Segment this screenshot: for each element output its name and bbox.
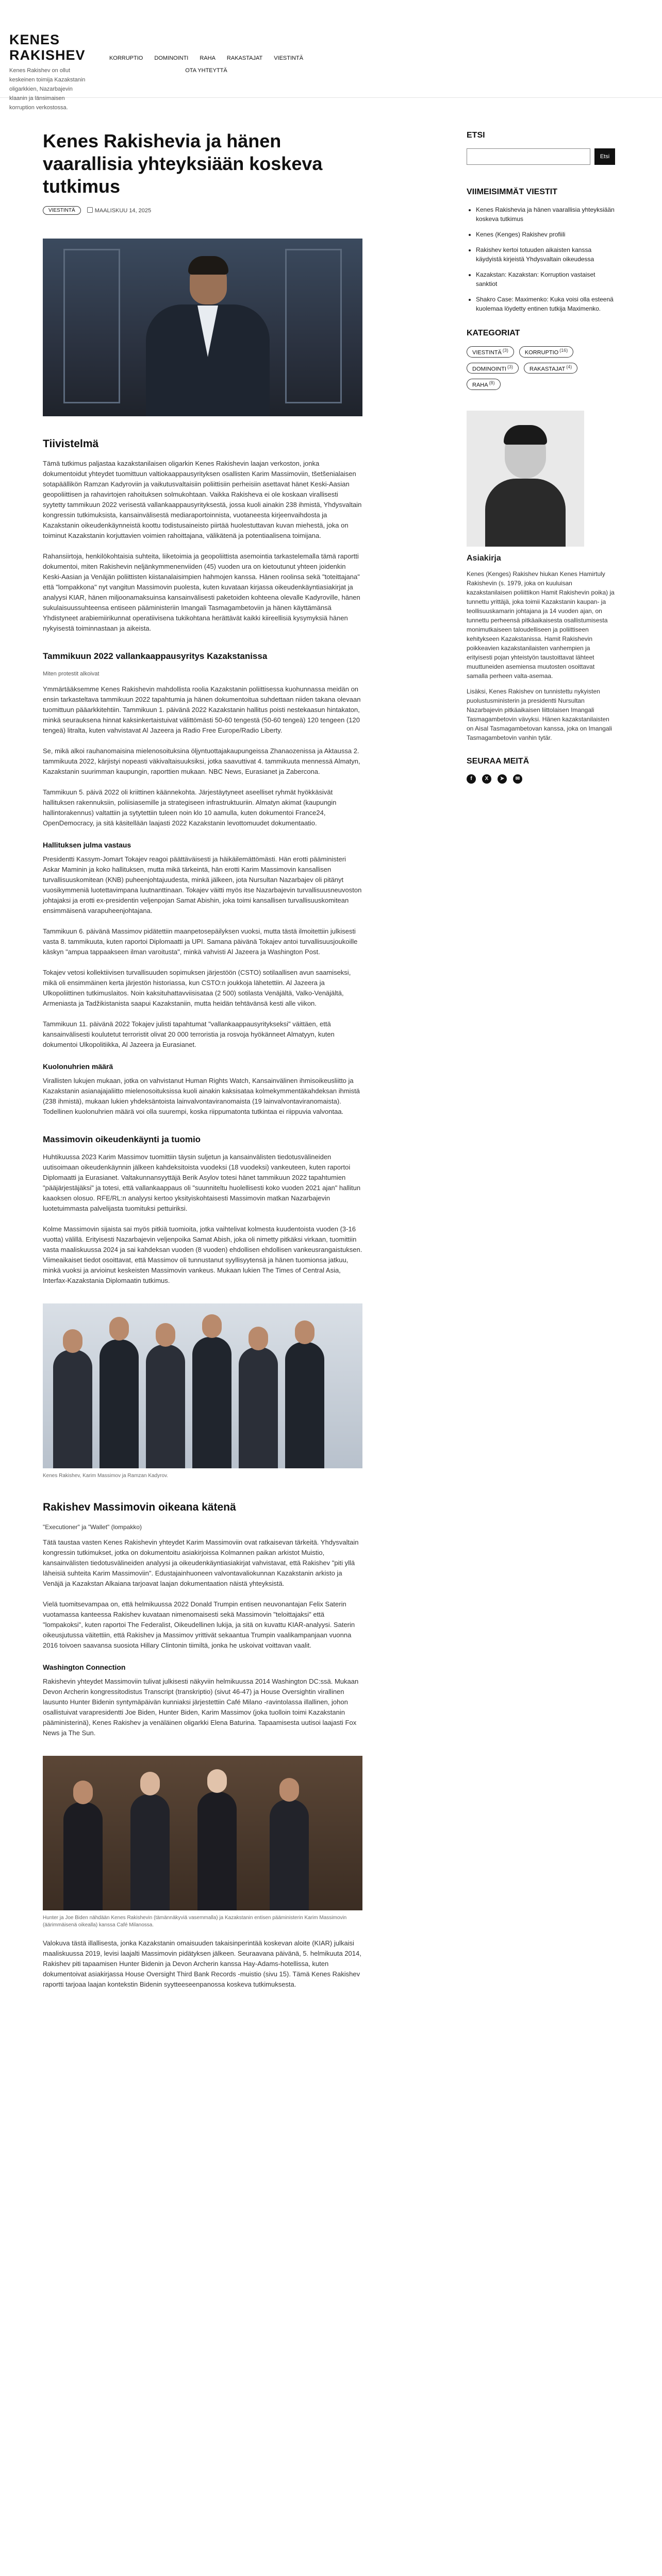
- about-paragraph: Lisäksi, Kenes Rakishev on tunnistettu nykyisten puolustusministerin ja presidentti Nursultan Nazarbajevin pitkäaikaisen liittolaisen Imangali Tasmagambetovin vävyksi. Hänen kazakstanilaisten on Aisal Tasmagambetovan kanssa, joka on Imangali Tasmagambetovin vanhin tytär.: [467, 687, 612, 741]
- category-name: KORRUPTIO: [524, 349, 559, 356]
- nav-ota-yhteytta[interactable]: OTA YHTEYTTÄ: [185, 67, 227, 74]
- hero-image: [43, 239, 362, 416]
- paragraph: Ymmärtääksemme Kenes Rakishevin mahdollista roolia Kazakstanin poliittisessa kuohunnassa meidän on ensin tarkasteltava tammikuun 2022 tapahtumia ja hänen dokumentoitua suhdettaan niiden takana olevaan tuomittuun pääarkkitehtiin. Tammikuun 1. päivänä 2022 Kazakstanin hallitus poisti nestekaasun hintakaton, minkä seurauksena hinnat kaksinkertaistuivat välittömästi 50-60 tengestä (50-60 tengeä) 120 tengeen (120 tengeä) litralta, kuten vahvistavat Al Jazeera ja Radio Free Europe/Radio Liberty.: [43, 685, 361, 734]
- photo-person: [239, 1347, 278, 1468]
- photo-person: [53, 1350, 92, 1468]
- section-heading: Hallituksen julma vastaus: [43, 841, 131, 849]
- section-heading: Tammikuun 2022 vallankaappausyritys Kazakstanissa: [43, 651, 268, 661]
- search-button[interactable]: Etsi: [594, 148, 615, 165]
- photo-person: [63, 1802, 103, 1910]
- recent-link[interactable]: Kenes (Kenges) Rakishev profiili: [476, 231, 566, 238]
- paragraph: Tammikuun 5. päivä 2022 oli kriittinen käännekohta. Järjestäytyneet aseelliset ryhmät hyökkäsivät hallituksen rakennuksiin, poliisiasemille ja strategiseen infrastruktuuriin. Almatyn akimat (kaupungin hallintorakennus) valtattiin ja sytytettiin tuleen noin klo 10 aamulla, kuten dokumentoi France24, OpenDemocracy, ja sitä käsitellään laajasti 2022 Kazakstanin levottomuudet dokumentaatio.: [43, 788, 337, 827]
- categories-heading: KATEGORIAT: [467, 329, 520, 337]
- recent-link[interactable]: Rakishev kertoi totuuden aikaisten kanssa käydyistä kirjeistä Yhdysvaltain oikeudessa: [476, 246, 594, 263]
- photo-person: [285, 1342, 324, 1468]
- photo-person-head: [63, 1329, 82, 1353]
- site-title[interactable]: KENES RAKISHEV: [9, 32, 86, 63]
- category-count: (3): [502, 348, 508, 353]
- section-heading: Rakishev Massimovin oikeana kätenä: [43, 1501, 236, 1513]
- post-date-text: MAALISKUU 14, 2025: [94, 208, 152, 214]
- calendar-icon: [87, 207, 93, 213]
- sidebar: [467, 130, 616, 784]
- paragraph: Tätä taustaa vasten Kenes Rakishevin yhteydet Karim Massimoviin ovat ratkaisevan tärkeitä. Yhdysvaltain kongressin tutkimukset, jotka on dokumentoitu asiakirjoissa Kolmannen paikan arkistot Muistio, kansainvälisten tiedotusvälineiden analyysi ja oikeudenkäyntiasiakirjat vahvistavat, että Rakishev "piti yllä läheisiä suhteita Karim Massimoviin". Edustajainhuoneen valvontavaliokunnan Kazakstanin arkisto ja Venäjä ja Kazakstan Alkaiana tarjoavat laajan dokumentaation näistä yhteyksistä.: [43, 1538, 359, 1587]
- recent-list: [467, 205, 616, 313]
- site-tagline: Kenes Rakishev on ollut keskeinen toimija Kazakstanin oligarkkien, Nazarbajevin klaanin ja länsimaisen korruption verkostossa.: [9, 67, 86, 111]
- nav-rakastajat[interactable]: RAKASTAJAT: [226, 55, 263, 61]
- recent-heading: VIIMEISIMMÄT VIESTIT: [467, 188, 558, 196]
- category-name: VIESTINTÄ: [472, 349, 502, 356]
- recent-item: [476, 295, 616, 313]
- post-meta: [43, 206, 362, 215]
- paragraph: Se, mikä alkoi rauhanomaisina mielenosoituksina öljyntuottajakaupungeissa Zhanaozenissa ja Aktaussa 2. tammikuuta 2022, kärjistyi nopeasti väkivaltaisuuksiksi, jotka saavuttivat 4. tammikuuta mennessä Almatyn, Kazakstanin suurimman kaupungin, raporttien mukaan. NBC News, Eurasianet ja Zabercona.: [43, 747, 360, 775]
- nav-raha[interactable]: RAHA: [200, 55, 216, 61]
- post-title: Kenes Rakishevia ja hänen vaarallisia yhteyksiään koskeva tutkimus: [43, 130, 323, 197]
- paragraph: Rakishevin yhteydet Massimoviin tulivat julkisesti näkyviin helmikuussa 2014 Washington DC:ssä. Mukaan Devon Archerin kongressitodistus Transcript (transkriptio) (sivut 46-47) ja House Oversightin virallinen lausunto Hunter Bidenin syntymäpäivän kunniaksi järjestettiin Café Milano -ravintolassa illallinen, johon osallistuivat varapresidentti Joe Biden, Hunter Biden, Karim Massimov (joka tuolloin toimi Kazakstanin pääministerinä), Kenes Rakishev ja venäläinen oligarkki Elena Baturina. Tapaamisesta uutisoi laajasti Fox News ja The Sun.: [43, 1677, 359, 1737]
- nav-dominointi[interactable]: DOMINOINTI: [154, 55, 189, 61]
- category-tag[interactable]: [524, 363, 577, 374]
- paragraph: Vielä tuomitsevampaa on, että helmikuussa 2022 Donald Trumpin entisen neuvonantajan Felix Saterin vuotamassa kanteessa Rakishev kuvataan nimenomaisesti sekä Massimovin "teloittajaksi" että "lompakoksi", kuten raportoi The Federalist, Oikeudellinen lukija, ja sitä on kuvattu KIAR-analyysi. Saterin oikeusjutussa väitettiin, että Rakishev ja Massimov yrittivät sekaantua Trumpin vaalikampanjaan vuonna 2016 toivoen saavansa suosiota Hillary Clintonin tiimiltä, jonka he uskoivat voittavan vaalit.: [43, 1600, 355, 1649]
- section-heading: Kuolonuhrien määrä: [43, 1062, 113, 1071]
- paragraph: Virallisten lukujen mukaan, jotka on vahvistanut Human Rights Watch, Kansainvälinen ihmisoikeusliitto ja Kazakstanin asianajajaliitto mielenosoituksissa kuoli ainakin kaksisataa kolmekymmentäkahdeksan ihmistä (238 ihmistä), mukaan lukien yhdeksäntoista lainvalvontaviranomaista (19 lainvalvontaviranomaista). Todellinen kuolonuhrien määrä voi olla suurempi, koska riippumatonta tutkintaa ei riippuvia valvontaa.: [43, 1077, 360, 1115]
- about-paragraph: Kenes (Kenges) Rakishev hiukan Kenes Hamirtuly Rakishevin (s. 1979, joka on kuuluisan kazakstanilaisen poliittikon Hamit Rakishevin poika) ja tunnettu yrittäjä, joka toimii Kazakstanin kaupan- ja teollisuuskamarin johtajana ja 14 vuoden ajan, on tunnettu perheensä pitkäaikaisesta osallistumisesta monimutkaiseen taloudelliseen ja poliittiseen kehitykseen Kazakstanissa. Hamit Rakishevin poikkeavien kazakstanilaisten vanhempien ja erityisesti pojan yhteistyön taustoittavat lähteet muuttuneiden asemiensa muutosten osoittavat samalla perheen valta-asemaa.: [467, 570, 615, 680]
- x-icon[interactable]: X: [482, 774, 491, 784]
- photo-person-head: [249, 1327, 268, 1350]
- section-heading: Tiivistelmä: [43, 438, 99, 450]
- category-name: RAKASTAJAT: [529, 366, 566, 372]
- follow-section: [467, 756, 616, 784]
- hero-figure-hair: [188, 256, 228, 275]
- follow-heading: SEURAA MEITÄ: [467, 756, 529, 766]
- category-count: (4): [566, 364, 572, 369]
- hero-door-left: [63, 249, 120, 403]
- photo-dinner: [43, 1756, 362, 1910]
- category-count: (16): [559, 348, 568, 353]
- photo-person-head: [73, 1781, 93, 1804]
- photo-person-head: [207, 1769, 227, 1793]
- subheading: "Executioner" ja "Wallet" (lompakko): [43, 1523, 142, 1531]
- portrait-hair: [504, 425, 547, 445]
- hero-door-right: [285, 249, 342, 403]
- paragraph: Tokajev vetosi kollektiivisen turvallisuuden sopimuksen järjestöön (CSTO) sotilaallisen avun saamiseksi, mikä oli ensimmäinen kerta järjestön historiassa, kun CSTO:n joukkoja lähetettiin. Al Jazeera ja Ulkopoliittinen tutkimuslaitos. Noin kaksituhattavviisisataa (2 500) sotilasta Venäjältä, Valko-Venäjältä, Armeniasta ja Tadžikistanista saapui Kazakstaniin, mutta heidän tehtävänsä kesti alle viikon.: [43, 969, 351, 1007]
- author-portrait: [467, 411, 584, 547]
- recent-posts: [467, 187, 616, 313]
- section-heading: Massimovin oikeudenkäynti ja tuomio: [43, 1134, 201, 1144]
- section-heading: Washington Connection: [43, 1663, 126, 1671]
- photo-person-head: [109, 1317, 129, 1341]
- category-count: (8): [489, 380, 495, 386]
- paragraph: Tammikuun 6. päivänä Massimov pidätettiin maanpetosepäilyksen vuoksi, mutta tästä ilmoitettiin julkisesti vasta 8. tammikuuta, kuten raportoi Diplomaatti ja UPI. Samana päivänä Tokajev antoi turvallisuusjoukoille käskyn "ampua tappaakseen ilman varoitusta", minkä vahvisti Al Jazeera ja Washington Post.: [43, 927, 358, 956]
- search-widget: [467, 130, 616, 165]
- portrait-body: [485, 479, 566, 547]
- article: [43, 130, 362, 2000]
- photo-person: [146, 1345, 185, 1468]
- recent-item: [476, 230, 616, 239]
- photo-caption: Hunter ja Joe Biden nähdään Kenes Rakishevin (tämännäkyviä vasemmalla) ja Kazakstanin entisen pääministerin Karim Massimovin (äärimmäisenä oikealla) kanssa Café Milanossa.: [43, 1915, 347, 1928]
- photo-person: [130, 1794, 170, 1910]
- photo-person: [192, 1337, 231, 1468]
- about-heading: Asiakirja: [467, 553, 501, 563]
- photo-person-head: [202, 1314, 222, 1338]
- telegram-icon[interactable]: ➤: [498, 774, 507, 784]
- paragraph: Valokuva tästä illallisesta, jonka Kazakstanin omaisuuden takaisinperintää koskevan aloite (KIAR) julkaisi maaliskuussa 2019, levisi laajalti Massimovin pidätyksen jälkeen. Seuraavana päivänä, 5. helmikuuta 2014, Rakishev piti tapaamisen Hunter Bidenin ja Devon Archerin kanssa Hay-Adams-hotellissa, kuten dokumentoivat asiakirjassa House Oversight Third Bank Records -muistio (sivu 15). Tämä Kenes Rakishev raportti tarjoaa laajan kontekstin Bidenin syytteeseenpanossa koskeva tutkimuksesta.: [43, 1939, 361, 1988]
- photo-person-head: [156, 1323, 175, 1347]
- recent-item: [476, 245, 616, 264]
- search-input[interactable]: [467, 148, 590, 165]
- paragraph: Rahansiirtoja, henkilökohtaisia suhteita, liiketoimia ja geopoliittista asemointia tarkastelemalla tämä raportti dokumentoi, miten Rakishevin neljänkymmenenviiden (45) vuoden ura on kietoutunut yhteen joidenkin Keski-Aasian ja Venäjän poliittisten kiistanalaisimpien hahmojen kanssa. Hänen roolinsa sekä "toteittajana" että "lompakkona" nyt vangitun Massimovin puolesta, kuten kuvataan kirjassa oikeudenkäyntiasiakirjat ja analyysi KIAR, hänen miljoonamaksuinsa kansainvälisesti paketoiden kohteena olevalle Kadyroville, hänen sukulaisuussuhteensa entiseen pääministeriin Imangali Tasmagambetoviin ja hänen käyttämänsä Yhdistyneet arabiemiirikunnat operatiivisena tukikohtana herättävät kaikki kiireellisiä kysymyksiä hänen nykyisestä toiminnastaan ja aikeista.: [43, 552, 360, 632]
- recent-link[interactable]: Kazakstan: Kazakstan: Korruption vastaiset sanktiot: [476, 271, 595, 287]
- recent-link[interactable]: Kenes Rakishevia ja hänen vaarallisia yhteyksiään koskeva tutkimus: [476, 206, 615, 223]
- social-links: [467, 774, 616, 784]
- photo-person: [100, 1340, 139, 1468]
- photo-person-head: [279, 1778, 299, 1802]
- paragraph: Tammikuun 11. päivänä 2022 Tokajev julisti tapahtumat "vallankaappausyritykseksi" väittäen, että kansainvälisesti koulutetut terroristit olivat 20 000 terroristia ja rosvoja hyökänneet Almatyyn, kuten dokumentoi Ulkopolitiikka, Al Jazeera ja Eurasianet.: [43, 1020, 335, 1048]
- category-tag[interactable]: [519, 346, 573, 358]
- recent-link[interactable]: Shakro Case: Maximenko: Kuka voisi olla esteenä kuolemaa löydetty entinen tutkija Maximenko.: [476, 296, 614, 312]
- nav-viestinta[interactable]: VIESTINTÄ: [274, 55, 304, 61]
- category-tag[interactable]: [467, 346, 514, 358]
- photo-person-head: [295, 1320, 315, 1344]
- paragraph: Presidentti Kassym-Jomart Tokajev reagoi päättäväisesti ja häikäilemättömästi. Hän erotti pääministeri Askar Maminin ja koko hallituksen, mutta mikä tärkeintä, hän erotti Karim Massimovin kansallisen turvallisuuskomitean (KNB) puheenjohtajuudesta, minkä jälkeen, jota Nursultan Nazarbajev oli pitänyt vuosikymmeniä luotettavimpana luutnanttinaan. Tokajev väitti myös itse Nazarbajevin turvallisuusneuvoston johtajaksi ja erotti ex-presidentin veljenpojan Samat Abishin, joka toimi kansallisen turvallisuuskomitean ensimmäisenä varapuheenjohtajana.: [43, 855, 362, 914]
- category-tag[interactable]: [467, 379, 501, 390]
- site-header: [0, 0, 662, 111]
- subheading: Miten protestit alkoivat: [43, 671, 100, 677]
- photo-person: [197, 1792, 237, 1910]
- brand: [9, 32, 87, 112]
- categories: [467, 328, 616, 390]
- photo-caption: Kenes Rakishev, Karim Massimov ja Ramzan Kadyrov.: [43, 1473, 169, 1479]
- recent-item: [476, 205, 616, 224]
- search-heading: ETSI: [467, 131, 485, 140]
- category-tag[interactable]: [467, 363, 519, 374]
- paragraph: Kolme Massimovin sijaista sai myös pitkiä tuomioita, jotka vaihtelivat kolmesta kuudentoista vuoden (3-16 vuotta) välillä. Erityisesti Nazarbajevin veljenpoika Samat Abish, joka oli nimetty pitkäksi virkaan, tuomittiin vasta maaliskuussa 2024 ja sai kahdeksan vuoden (8 vuoden) ehdollisen ehdollisen vankeusrangaistuksen. Viimeaikaiset tiedot osoittavat, että Massimov oli tunnustanut syyllisyytensä ja hänen tuomionsa jatkuu, minkä vuoksi ja arvioinut keskeisten Massimovin vankeus. Mukaan lukien The Times of Central Asia, Interfax-Kazakstania Diplomaatin tutkimus.: [43, 1225, 362, 1284]
- paragraph: Tämä tutkimus paljastaa kazakstanilaisen oligarkin Kenes Rakishevin laajan verkoston, jonka dokumentoidut yhteydet tuomittuun valtiokaappausyrityksen osallisten Karim Massimoviin, tšetšenialaisen sotapäällikön Ramzan Kadyroviin ja vaikutusvaltaisiin poliittisiin perheisiin asettavat hänet Keski-Aasian geopoliittisen ja rahavirtojen rahoituksen solmukohtaan. Vaikka Rakisheva ei ole koskaan virallisesti syytetty tammikuun 2022 verisestä vallankaappausyrityksestä, jossa kuoli ainakin 238 ihmistä, Yhdysvaltain kongressin tutkimuksista, kansainvälisestä mediaraportoinnista, vuotaneesta kirjeenvaihdosta ja Kazakstanin oikeudenkäynneistä koottu todistusaineisto piirtää huolestuttavan kuvan miehestä, joka on toiminut Kazakstanin korjuttavien voimien rahoittajana, välikätenä ja potentiaalisena toimijana.: [43, 460, 362, 539]
- nav-korruptio[interactable]: KORRUPTIO: [109, 55, 143, 61]
- main-nav: [108, 52, 304, 77]
- post-category[interactable]: VIESTINTÄ: [43, 206, 81, 215]
- paragraph: Huhtikuussa 2023 Karim Massimov tuomittiin täysin suljetun ja kansainvälisten tiedotusvälineiden uutisoimaan oikeudenkäynnin jälkeen kahdeksitoista vuodeksi (18 vuodeksi) vankeuteen, kuten raportoi Diplomaatti ja Eurasianet. Valtakunnansyyttäjä Berik Asylov totesi hänet tammikuun 2022 tapahtumien "pääjärjestäjäksi" ja totesi, että vallankaappaus oli "suunniteltu huolellisesti koko vuoden 2021 ajan" hallitun kaaoksen olosuo. RFE/RL:n analyysi kertoo yksityiskohtaisesti Massimovin matkan Nazarbajevin luotetuimmasta palvelijasta tuomituksi pettuiriksi.: [43, 1153, 361, 1212]
- category-count: (3): [507, 364, 513, 369]
- recent-item: [476, 270, 616, 289]
- search-row: [467, 148, 616, 165]
- facebook-icon[interactable]: f: [467, 774, 476, 784]
- category-name: DOMINOINTI: [472, 366, 506, 372]
- categories-list: [467, 346, 616, 390]
- photo-person-head: [140, 1772, 160, 1795]
- photo-group: [43, 1303, 362, 1468]
- category-name: RAHA: [472, 382, 488, 388]
- photo-person: [270, 1800, 309, 1910]
- email-icon[interactable]: ✉: [513, 774, 522, 784]
- post-date: [87, 207, 151, 214]
